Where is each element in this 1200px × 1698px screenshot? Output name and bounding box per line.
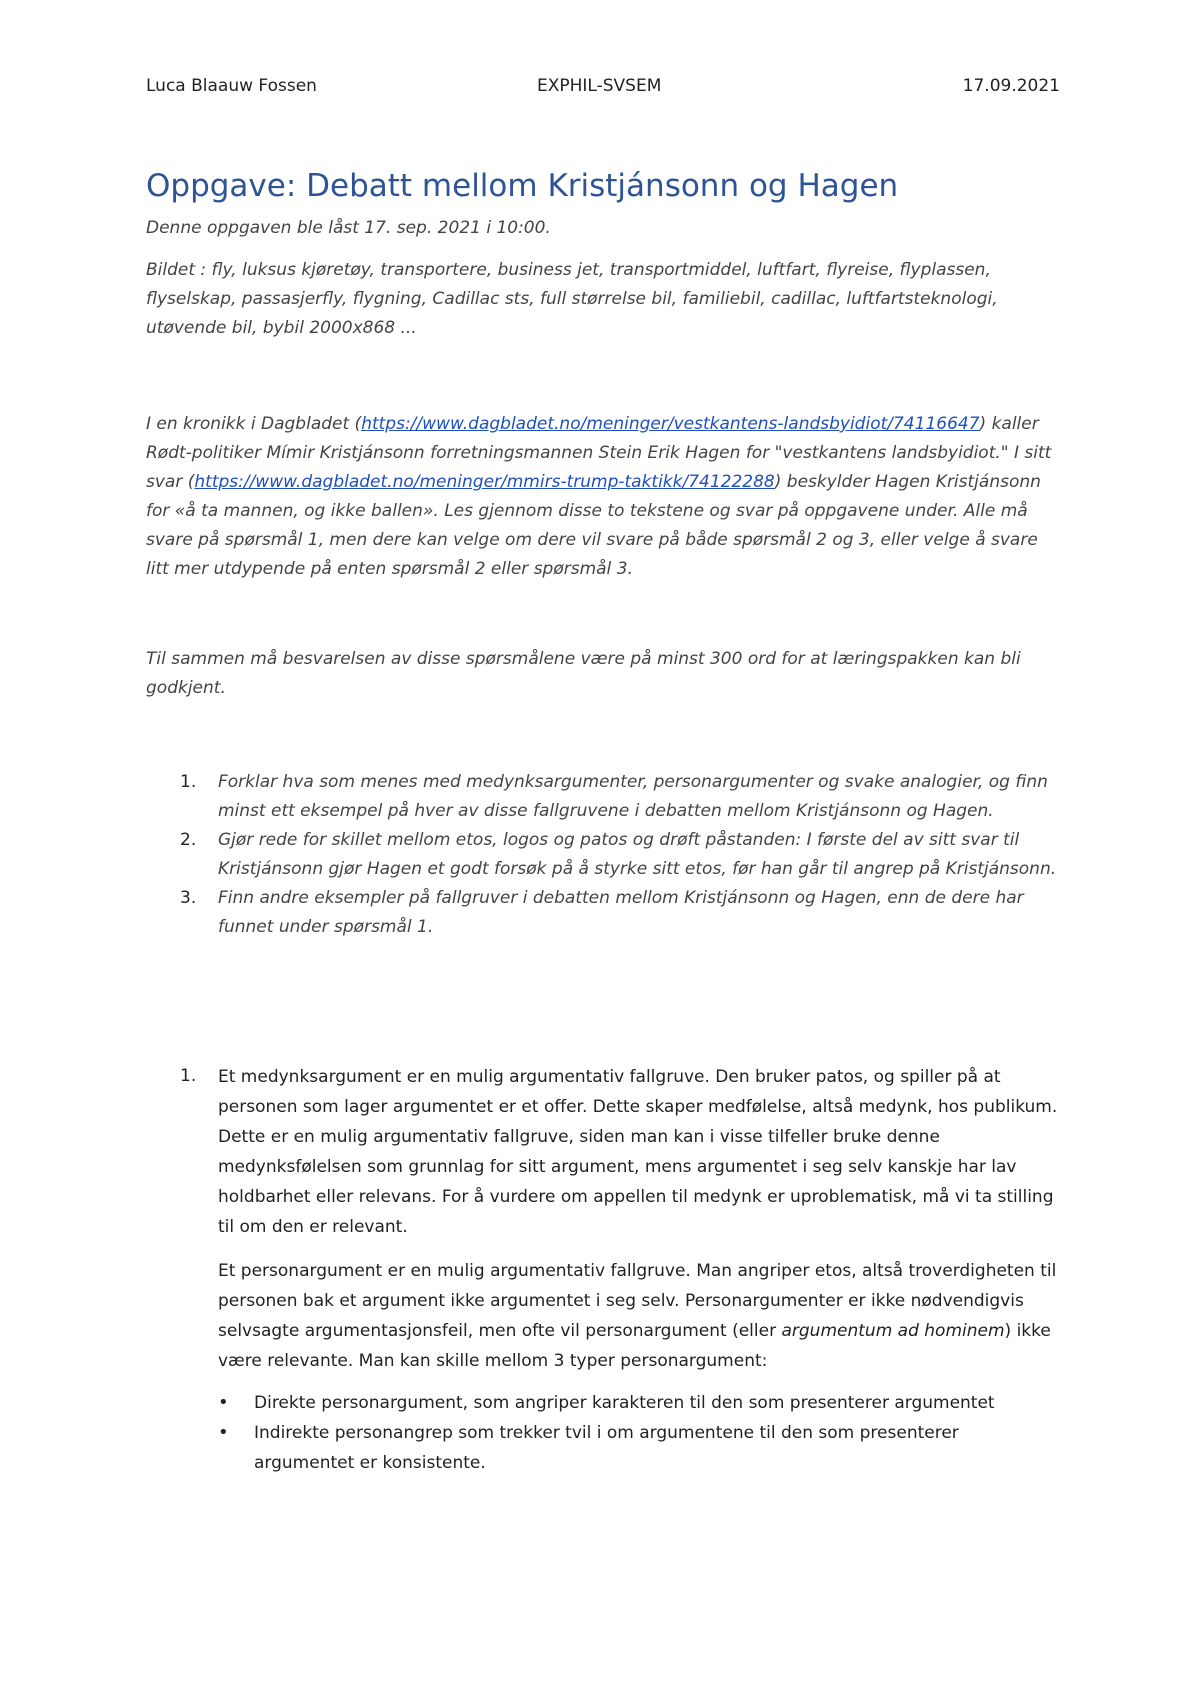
question-number: 1. (180, 772, 197, 792)
argument-type-item: • Direkte personargument, som angriper karakteren til den som presenterer argumentet (218, 1388, 1060, 1418)
question-number: 3. (180, 888, 197, 908)
question-text: Forklar hva som menes med medynksargumenter, personargumenter og svake analogier, og finn minst ett eksempel på hver av disse fallgruvene i debatten mellom Kristjánsonn og Hagen. (218, 772, 1048, 821)
link-article-vestkantens[interactable]: https://www.dagbladet.no/meninger/vestkantens-landsbyidiot/74116647 (361, 414, 980, 434)
image-description: Bildet : fly, luksus kjøretøy, transportere, business jet, transportmiddel, luftfart, flyreise, flyplassen, flyselskap, passasjerfly, flygning, Cadillac sts, full størrelse bil, familiebil, cadillac, luftfartsteknologi, utøvende bil, bybil 2000x868 ... (146, 260, 998, 338)
intro-text-3: ) beskylder Hagen Kristjánsonn for «å ta mannen, og ikke ballen». Les gjennom disse to tekstene og svar på oppgavene under. Alle må svare på spørsmål 1, men dere kan velge om dere vil svare på både spørsmål 2 og 3, eller velge å svare litt mer utdypende på enten spørsmål 2 eller spørsmål 3. (146, 472, 1041, 579)
answer-text-a: Et personargument er en mulig argumentativ fallgruve. Man angriper etos, altså troverdigheten til personen bak et argument ikke argumentet i seg selv. Personargumenter er ikke nødvendigvis selvsagte argumentasjonsfeil, men ofte vil personargument (eller (218, 1261, 1057, 1341)
page-header (146, 76, 1060, 100)
page-title: Oppgave: Debatt mellom Kristjánsonn og Hagen (146, 168, 899, 204)
locked-note: Denne oppgaven ble låst 17. sep. 2021 i 10:00. (146, 218, 551, 238)
answer-text-latin: argumentum ad hominem (781, 1321, 1005, 1341)
header-date: 17.09.2021 (962, 76, 1060, 96)
answer-paragraph-ad-hominem (218, 1256, 1060, 1376)
header-course: EXPHIL-SVSEM (537, 76, 662, 96)
question-item (146, 768, 1060, 826)
question-item (146, 826, 1060, 884)
answer-paragraph-sympathy: Et medynksargument er en mulig argumentativ fallgruve. Den bruker patos, og spiller på at personen som lager argumentet er et offer. Dette skaper medfølelse, altså medynk, hos publikum. Dette er en mulig argumentativ fallgruve, siden man kan i visse tilfeller bruke denne medynksfølelsen som grunnlag for sitt argument, mens argumentet i seg selv kanskje har lav holdbarhet eller relevans. For å vurdere om appellen til medynk er uproblematisk, må vi ta stilling til om den er relevant. (218, 1067, 1058, 1237)
answer-text-b: ) ikke være relevante. Man kan skille mellom 3 typer personargument: (218, 1321, 1051, 1371)
question-list (146, 768, 1060, 942)
intro-text-2: ) kaller Rødt-politiker Mímir Kristjánsonn forretningsmannen Stein Erik Hagen for "vestkantens landsbyidiot." I sitt svar ( (146, 414, 1052, 492)
argument-type-item: • Indirekte personangrep som trekker tvil i om argumentene til den som presenterer argumentet er konsistente. (218, 1418, 1060, 1478)
answer-item (146, 1062, 1060, 1478)
header-author: Luca Blaauw Fossen (146, 76, 317, 96)
answer-list (146, 1062, 1060, 1478)
question-text: Finn andre eksempler på fallgruver i debatten mellom Kristjánsonn og Hagen, enn de dere har funnet under spørsmål 1. (218, 888, 1024, 937)
word-count-note: Til sammen må besvarelsen av disse spørsmålene være på minst 300 ord for at læringspakken kan bli godkjent. (146, 649, 1021, 698)
link-article-trump-taktikk[interactable]: https://www.dagbladet.no/meninger/mmirs-trump-taktikk/74122288 (194, 472, 775, 492)
argument-type-list (218, 1388, 1060, 1478)
answer-number: 1. (180, 1066, 197, 1086)
question-text: Gjør rede for skillet mellom etos, logos og patos og drøft påstanden: I første del av sitt svar til Kristjánsonn gjør Hagen et godt forsøk på å styrke sitt etos, før han går til angrep på Kristjánsonn. (218, 830, 1057, 879)
intro-paragraph (146, 410, 1060, 584)
question-item (146, 884, 1060, 942)
intro-text-1: I en kronikk i Dagbladet ( (146, 414, 362, 434)
question-number: 2. (180, 830, 197, 850)
